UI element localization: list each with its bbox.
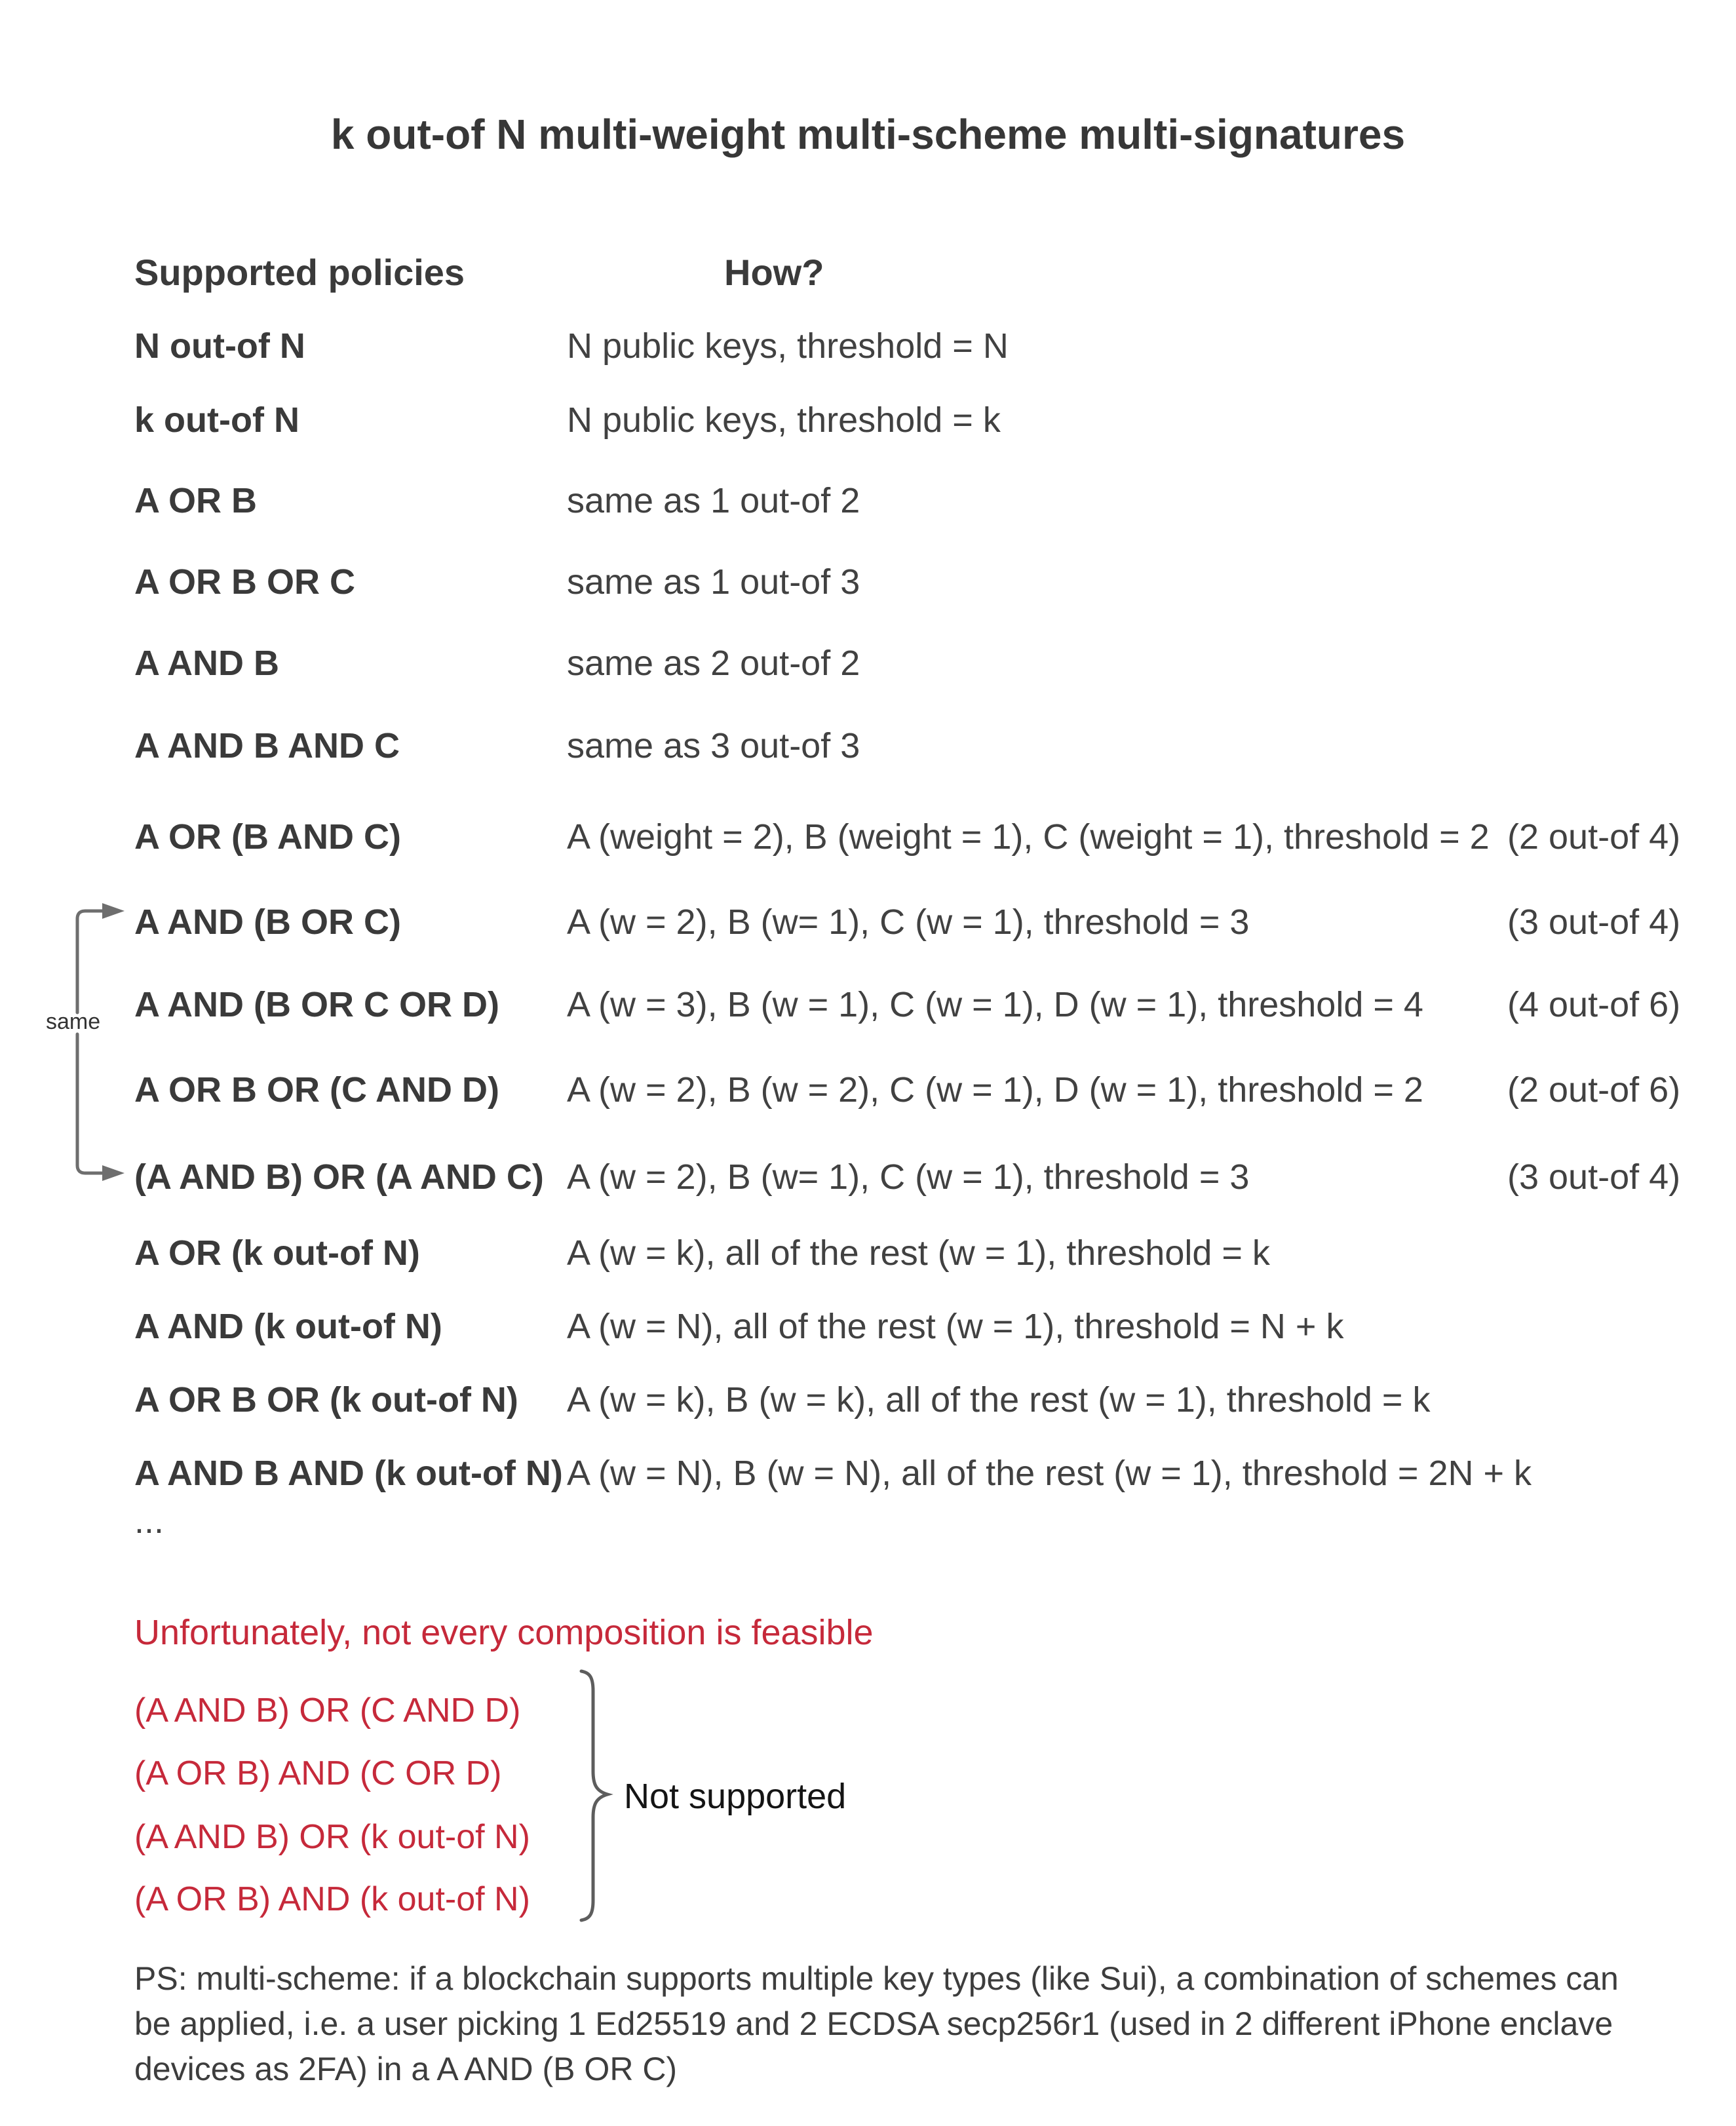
table-row <box>0 902 1736 942</box>
policy-cell: A AND B AND C <box>134 726 400 765</box>
table-row <box>0 725 1736 766</box>
curly-brace-icon <box>570 1661 616 1930</box>
out-of-cell: (2 out-of 6) <box>1507 1070 1681 1110</box>
how-cell: A (w = k), all of the rest (w = 1), threshold = k <box>567 1233 1270 1273</box>
policy-cell: A OR B <box>134 481 257 520</box>
table-ellipsis: ... <box>134 1501 164 1541</box>
table-row <box>0 400 1736 440</box>
policy-cell: A OR B OR (k out-of N) <box>134 1380 518 1420</box>
table-row <box>0 817 1736 857</box>
column-header-supported-policies: Supported policies <box>134 252 465 293</box>
page-title: k out-of N multi-weight multi-scheme multi-signatures <box>330 111 1406 158</box>
how-cell: A (w = 2), B (w = 2), C (w = 1), D (w = 1), threshold = 2 <box>567 1070 1423 1110</box>
how-cell: A (w = N), B (w = N), all of the rest (w = 1), threshold = 2N + k <box>567 1454 1532 1493</box>
infeasible-item: (A OR B) AND (k out-of N) <box>134 1880 530 1918</box>
how-cell: N public keys, threshold = N <box>567 326 1009 366</box>
infeasible-item: (A OR B) AND (C OR D) <box>134 1754 502 1792</box>
how-cell: N public keys, threshold = k <box>567 400 1001 440</box>
out-of-cell: (3 out-of 4) <box>1507 902 1681 942</box>
infeasible-item: (A AND B) OR (k out-of N) <box>134 1818 530 1856</box>
out-of-cell: (4 out-of 6) <box>1507 985 1681 1024</box>
policy-cell: A OR B OR C <box>134 562 355 602</box>
how-cell: same as 2 out-of 2 <box>567 644 860 683</box>
table-row <box>0 1306 1736 1347</box>
policy-cell: A AND (k out-of N) <box>134 1307 442 1346</box>
out-of-cell: (3 out-of 4) <box>1507 1157 1681 1197</box>
table-row <box>0 1070 1736 1110</box>
table-row <box>0 326 1736 366</box>
table-row <box>0 643 1736 684</box>
table-row <box>0 1453 1736 1494</box>
policy-cell: A OR (k out-of N) <box>134 1233 420 1273</box>
column-header-how: How? <box>724 252 824 293</box>
policy-cell: A OR (B AND C) <box>134 817 401 857</box>
how-cell: A (w = N), all of the rest (w = 1), threshold = N + k <box>567 1307 1344 1346</box>
table-row <box>0 984 1736 1025</box>
not-supported-label: Not supported <box>624 1777 847 1816</box>
policy-cell: N out-of N <box>134 326 305 366</box>
ps-note: PS: multi-scheme: if a blockchain supports multiple key types (like Sui), a combination of schemes can be applied, i.e. a user picking 1 Ed25519 and 2 ECDSA secp256r1 (used in 2 different iPhone enclave devices as 2FA) in a A AND (B OR C) <box>134 1960 1619 2087</box>
policy-cell: A AND (B OR C OR D) <box>134 985 499 1024</box>
infeasible-heading: Unfortunately, not every composition is feasible <box>134 1613 874 1652</box>
policy-cell: A AND B <box>134 644 279 683</box>
policy-cell: A AND B AND (k out-of N) <box>134 1454 563 1493</box>
how-cell: A (w = k), B (w = k), all of the rest (w = 1), threshold = k <box>567 1380 1431 1420</box>
table-row <box>0 562 1736 602</box>
table-row <box>0 1233 1736 1273</box>
table-row <box>0 1380 1736 1420</box>
policy-cell: (A AND B) OR (A AND C) <box>134 1157 544 1197</box>
table-row <box>0 1157 1736 1197</box>
infeasible-item: (A AND B) OR (C AND D) <box>134 1691 521 1730</box>
how-cell: same as 1 out-of 2 <box>567 481 860 520</box>
table-row <box>0 480 1736 521</box>
how-cell: A (w = 3), B (w = 1), C (w = 1), D (w = 1), threshold = 4 <box>567 985 1423 1024</box>
same-annotation-label: same <box>46 1009 101 1034</box>
how-cell: A (w = 2), B (w= 1), C (w = 1), threshold = 3 <box>567 902 1250 942</box>
policy-cell: A AND (B OR C) <box>134 902 401 942</box>
how-cell: same as 1 out-of 3 <box>567 562 860 602</box>
curly-brace-path <box>581 1671 608 1920</box>
out-of-cell: (2 out-of 4) <box>1507 817 1681 857</box>
how-cell: A (weight = 2), B (weight = 1), C (weight = 1), threshold = 2 <box>567 817 1490 857</box>
policy-cell: A OR B OR (C AND D) <box>134 1070 499 1110</box>
how-cell: A (w = 2), B (w= 1), C (w = 1), threshold = 3 <box>567 1157 1250 1197</box>
policy-cell: k out-of N <box>134 400 299 440</box>
how-cell: same as 3 out-of 3 <box>567 726 860 765</box>
